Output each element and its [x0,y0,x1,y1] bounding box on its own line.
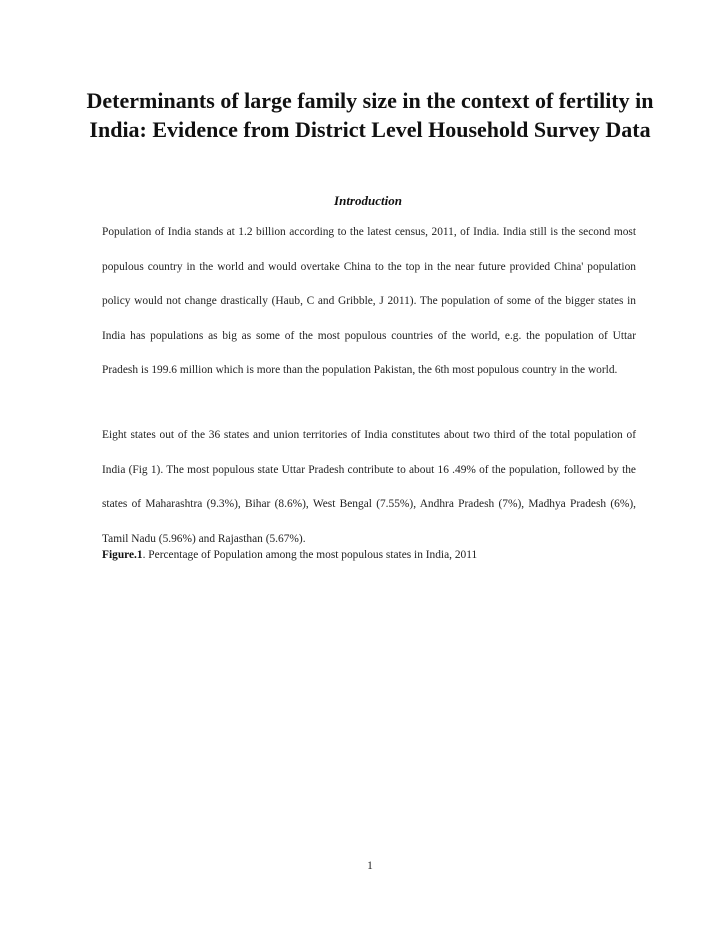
page-number: 1 [367,860,373,872]
section-heading-introduction: Introduction [334,193,402,208]
figure-caption [102,545,662,565]
paragraph-1: Population of India stands at 1.2 billion according to the latest census, 2011, of India. India still is the second most populous country in the world and would overtake China to the top in the near future provided China' population policy would not change drastically (Haub, C and Gribble, J 2011). The population of some of the bigger states in India has populations as big as some of the most populous countries of the world, e.g. the population of Uttar Pradesh is 199.6 million which is more than the population Pakistan, the 6th most populous country in the world. [102,226,636,376]
figure-caption-text: . Percentage of Population among the most populous states in India, 2011 [142,549,478,561]
figure-caption-label: Figure.1 [102,549,143,561]
paragraph-2: Eight states out of the 36 states and union territories of India constitutes about two third of the total population of India (Fig 1). The most populous state Uttar Pradesh contribute to about 16 .49% of the population, followed by the states of Maharashtra (9.3%), Bihar (8.6%), West Bengal (7.55%), Andhra Pradesh (7%), Madhya Pradesh (6%), Tamil Nadu (5.96%) and Rajasthan (5.67%). [102,429,636,545]
paper-title: Determinants of large family size in the context of fertility in India: Evidence from District Level Household Survey Data [86,88,654,142]
